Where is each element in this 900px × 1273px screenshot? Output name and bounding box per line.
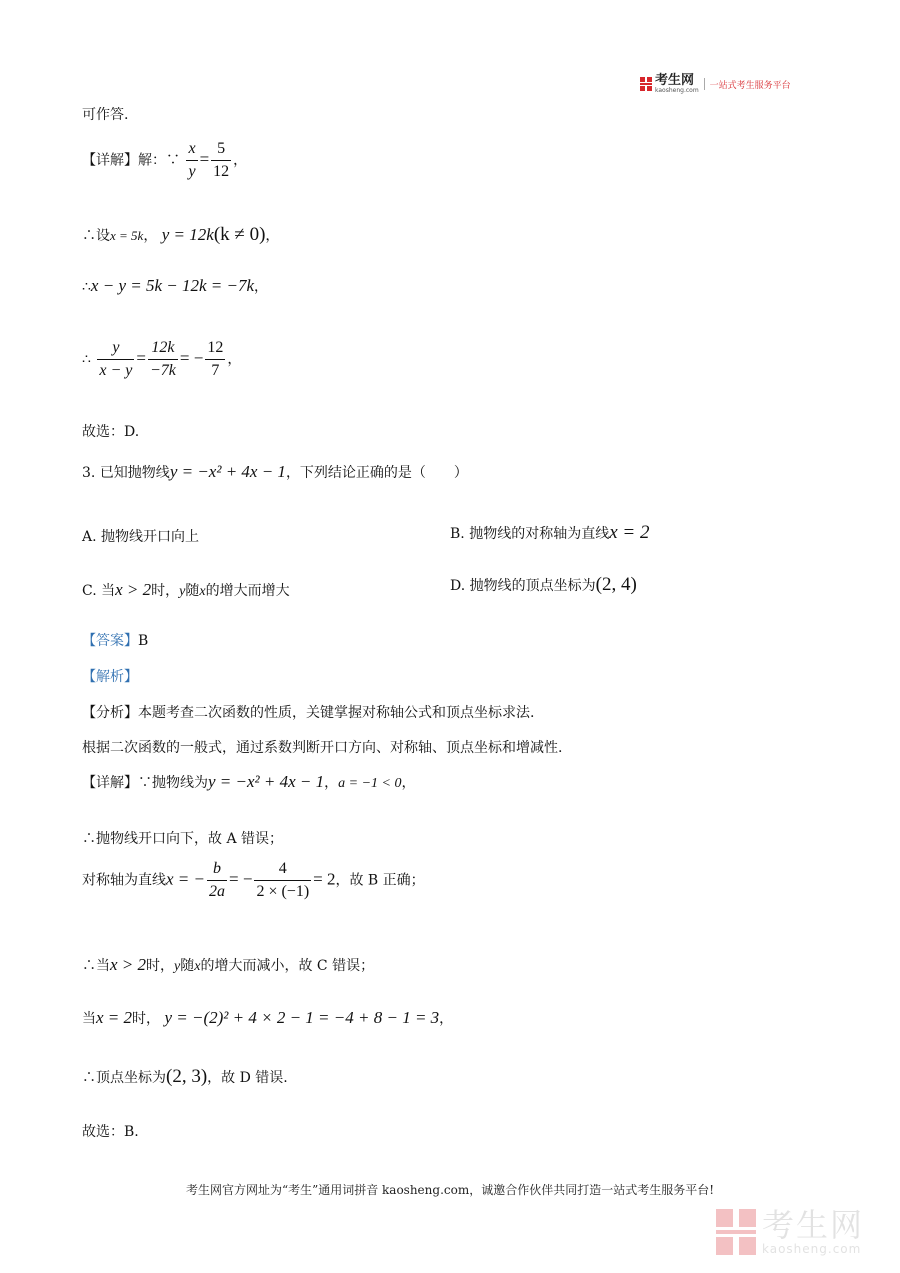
fraction-4-over-2-times-neg1: $\frac{4}{2 \times (-1)}$ (256, 860, 310, 900)
footer-note: 考生网官方网址为“考生”通用词拼音 kaosheng.com，诚邀合作伙伴共同打造一站式考生服务平台! (185, 1183, 715, 1197)
detail-line: 故选：B. (82, 1124, 139, 1140)
solution-line: ∴ $\frac{y}{x - y}$ = $\frac{12k}{-7k}$ = − $\frac{12}{7}$ ， (82, 337, 241, 382)
detail-line: ∴当x > 2时，y随x的增大而减小，故 C 错误； (82, 955, 375, 974)
logo-mark-icon (640, 77, 652, 91)
detail-line: ∴顶点坐标为(2, 3)，故 D 错误. (82, 1066, 288, 1087)
logo-divider (704, 78, 705, 90)
solution-line: ∴设x = 5k， y = 12k(k ≠ 0)， (82, 224, 280, 245)
logo-brand: 考生网 (655, 73, 695, 88)
option-c: C. 当x > 2时，y随x的增大而增大 (82, 580, 290, 599)
method-line: 根据二次函数的一般式，通过系数判断开口方向、对称轴、顶点坐标和增减性. (82, 740, 563, 756)
detail-line: 当x = 2时， y = −(2)² + 4 × 2 − 1 = −4 + 8 − 1 = 3， (82, 1008, 454, 1027)
detail-line: 【详解】∵抛物线为y = −x² + 4x − 1，a = −1 < 0， (82, 772, 416, 791)
header-logo[interactable] (640, 74, 791, 94)
watermark-brand: 考生网 (762, 1206, 865, 1244)
text-line: 故选：D. (82, 424, 140, 440)
solution-line: 【详解】解：∵ $\frac{x}{y}$ = $\frac{5}{12}$ ， (82, 138, 247, 183)
question-3: 3. 已知抛物线y = −x² + 4x − 1，下列结论正确的是（ ） (82, 462, 468, 481)
text-line: 可作答. (82, 107, 129, 123)
option-a: A. 抛物线开口向上 (82, 529, 200, 545)
option-b: B. 抛物线的对称轴为直线x = 2 (450, 522, 650, 543)
analysis-line: 【分析】本题考查二次函数的性质，关键掌握对称轴公式和顶点坐标求法. (82, 705, 535, 721)
watermark-mark-icon (716, 1209, 756, 1255)
fraction-b-over-2a: $\frac{b}{2a}$ (209, 860, 225, 900)
fraction-12-over-7: $\frac{12}{7}$ (207, 339, 224, 379)
option-d: D. 抛物线的顶点坐标为(2, 4) (450, 574, 637, 595)
detail-line: 对称轴为直线x = − $\frac{b}{2a}$ = − $\frac{4}{2 \times (-1)}$ = 2，故 B 正确； (82, 858, 425, 903)
fraction-5-over-12: $\frac{5}{12}$ (213, 140, 230, 180)
watermark-url: kaosheng.com (762, 1242, 862, 1256)
answer-line: 【答案】B (82, 633, 149, 649)
watermark-logo (716, 1208, 864, 1256)
logo-url: kaosheng.com (655, 87, 699, 94)
logo-slogan: 一站式考生服务平台 (709, 80, 791, 91)
analysis-heading: 【解析】 (82, 669, 138, 685)
fraction-x-over-y: $\frac{x}{y}$ (188, 140, 196, 180)
fraction-y-over-x-minus-y: $\frac{y}{x - y}$ (99, 339, 133, 379)
detail-line: ∴抛物线开口向下，故 A 错误； (82, 831, 284, 847)
fraction-12k-over-neg7k: $\frac{12k}{-7k}$ (149, 339, 176, 379)
solution-line: ∴x − y = 5k − 12k = −7k， (82, 276, 269, 295)
